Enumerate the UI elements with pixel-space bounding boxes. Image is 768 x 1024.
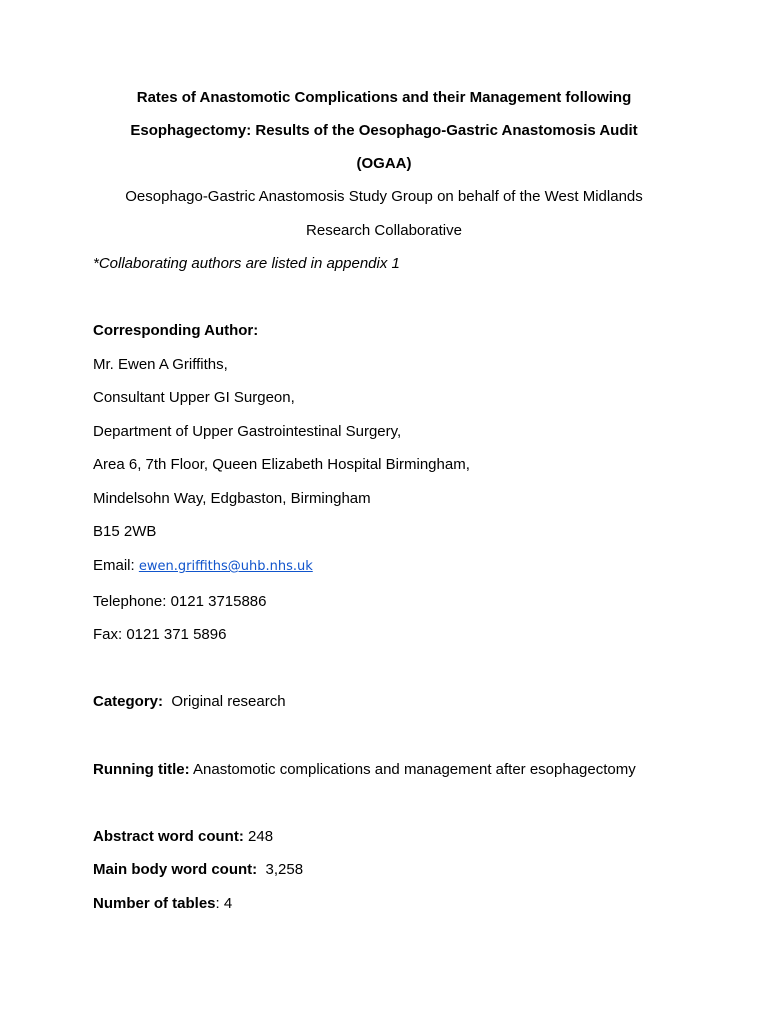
category-row bbox=[93, 693, 286, 711]
title-line-1: Rates of Anastomotic Complications and their Management following bbox=[136, 89, 632, 106]
number-of-tables-value: : 4 bbox=[215, 895, 233, 912]
corresponding-author-heading: Corresponding Author: bbox=[93, 322, 259, 339]
title-line-3: (OGAA) bbox=[356, 155, 412, 172]
main-body-word-count-value: 3,258 bbox=[265, 861, 304, 878]
email-row bbox=[93, 557, 313, 576]
number-of-tables-label: Number of tables bbox=[93, 895, 216, 912]
abstract-word-count-value: 248 bbox=[248, 828, 274, 845]
collaborating-authors-note: *Collaborating authors are listed in appendix 1 bbox=[93, 255, 400, 272]
title-line-2: Esophagectomy: Results of the Oesophago-Gastric Anastomosis Audit bbox=[130, 122, 638, 139]
study-group-line-2: Research Collaborative bbox=[306, 222, 462, 239]
fax: Fax: 0121 371 5896 bbox=[93, 626, 227, 643]
category-value: Original research bbox=[171, 693, 286, 710]
author-name: Mr. Ewen A Griffiths, bbox=[93, 356, 228, 373]
running-title-label: Running title: bbox=[93, 761, 190, 778]
running-title-value: Anastomotic complications and management after esophagectomy bbox=[193, 761, 636, 778]
email-label: Email: bbox=[93, 557, 135, 574]
abstract-word-count-row bbox=[93, 828, 273, 846]
study-group-line-1: Oesophago-Gastric Anastomosis Study Group on behalf of the West Midlands bbox=[125, 188, 643, 205]
main-body-word-count-label: Main body word count: bbox=[93, 861, 258, 878]
author-position: Consultant Upper GI Surgeon, bbox=[93, 389, 295, 406]
author-address-line-2: Mindelsohn Way, Edgbaston, Birmingham bbox=[93, 490, 371, 507]
author-postcode: B15 2WB bbox=[93, 523, 157, 540]
category-label: Category: bbox=[93, 693, 164, 710]
email-link[interactable]: ewen.griffiths@uhb.nhs.uk bbox=[138, 559, 313, 574]
abstract-word-count-label: Abstract word count: bbox=[93, 828, 244, 845]
telephone: Telephone: 0121 3715886 bbox=[93, 593, 267, 610]
author-department: Department of Upper Gastrointestinal Surgery, bbox=[93, 423, 402, 440]
running-title-row bbox=[93, 761, 636, 779]
author-address-line-1: Area 6, 7th Floor, Queen Elizabeth Hospital Birmingham, bbox=[93, 456, 470, 473]
number-of-tables-row bbox=[93, 895, 232, 913]
main-body-word-count-row bbox=[93, 861, 303, 879]
